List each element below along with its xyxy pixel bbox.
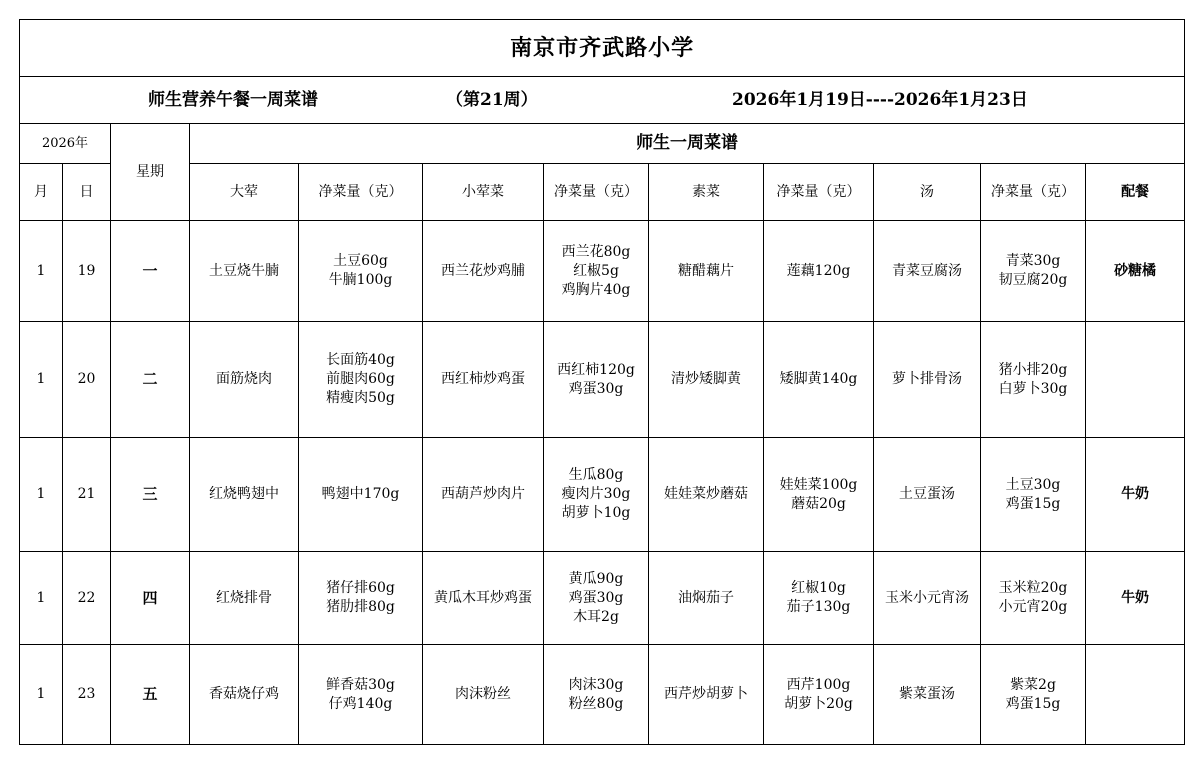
month-cell: 1 xyxy=(20,645,63,745)
qty-line: 猪小排20g xyxy=(998,361,1068,378)
soup-cell: 土豆蛋汤 xyxy=(874,438,981,552)
qty-line: 木耳2g xyxy=(573,608,619,625)
qty-line: 长面筋40g xyxy=(326,352,395,368)
col-header-veg: 素菜 xyxy=(649,164,764,221)
soup-qty-cell xyxy=(981,552,1086,645)
qty-line: 土豆30g xyxy=(1005,476,1061,493)
year-header: 2026年 xyxy=(20,124,111,164)
qty-line: 紫菜2g xyxy=(1010,676,1056,693)
table-row xyxy=(20,438,1185,552)
qty-line: 西红柿120g xyxy=(557,361,635,378)
qty-line: 西芹100g xyxy=(786,676,851,693)
weekday-header: 星期 xyxy=(111,124,190,221)
month-cell: 1 xyxy=(20,552,63,645)
side-cell xyxy=(1086,322,1185,438)
veg-qty-cell xyxy=(764,645,874,745)
side-cell: 牛奶 xyxy=(1086,438,1185,552)
veg-cell: 油焖茄子 xyxy=(649,552,764,645)
col-header-soup: 汤 xyxy=(874,164,981,221)
qty-line: 韧豆腐20g xyxy=(998,272,1068,288)
main-meat-cell: 土豆烧牛腩 xyxy=(190,221,299,322)
small-meat-qty-cell xyxy=(544,322,649,438)
main-meat-qty-cell xyxy=(299,552,423,645)
qty-line: 鸡蛋15g xyxy=(1005,695,1061,712)
small-meat-cell: 肉沫粉丝 xyxy=(423,645,544,745)
veg-qty-cell xyxy=(764,438,874,552)
weekday-cell: 一 xyxy=(111,221,190,322)
qty-line: 土豆60g xyxy=(333,253,388,269)
qty-line: 猪仔排60g xyxy=(326,580,395,596)
soup-qty-cell xyxy=(981,221,1086,322)
main-meat-qty-cell xyxy=(299,322,423,438)
qty-line: 精瘦肉50g xyxy=(326,390,395,406)
qty-line: 白萝卜30g xyxy=(998,380,1068,397)
main-meat-cell: 面筋烧肉 xyxy=(190,322,299,438)
qty-line: 胡萝卜10g xyxy=(561,505,631,521)
qty-line: 鸡蛋30g xyxy=(568,589,624,606)
main-meat-qty-cell xyxy=(299,438,423,552)
weekly-menu-header: 师生一周菜谱 xyxy=(190,124,1185,164)
small-meat-qty-cell xyxy=(544,552,649,645)
col-header-main-meat: 大荤 xyxy=(190,164,299,221)
qty-line: 粉丝80g xyxy=(568,695,624,712)
table-row xyxy=(20,552,1185,645)
weekly-menu-table xyxy=(19,19,1185,745)
month-cell: 1 xyxy=(20,322,63,438)
qty-line: 鸡蛋30g xyxy=(568,380,624,397)
soup-qty-cell xyxy=(981,322,1086,438)
day-cell: 23 xyxy=(63,645,111,745)
day-cell: 19 xyxy=(63,221,111,322)
main-meat-cell: 红烧排骨 xyxy=(190,552,299,645)
side-cell: 砂糖橘 xyxy=(1086,221,1185,322)
qty-line: 鸡蛋15g xyxy=(1005,495,1061,512)
col-header-main-meat-qty: 净菜量（克） xyxy=(299,164,423,221)
month-header: 月 xyxy=(20,164,63,221)
day-header: 日 xyxy=(63,164,111,221)
small-meat-cell: 西兰花炒鸡脯 xyxy=(423,221,544,322)
qty-line: 猪肋排80g xyxy=(326,599,395,615)
qty-line: 小元宵20g xyxy=(998,599,1068,615)
weekday-cell: 五 xyxy=(111,645,190,745)
day-cell: 20 xyxy=(63,322,111,438)
qty-line: 蘑菇20g xyxy=(791,495,846,512)
col-header-small-meat: 小荤菜 xyxy=(423,164,544,221)
day-cell: 21 xyxy=(63,438,111,552)
veg-qty-cell xyxy=(764,552,874,645)
table-row xyxy=(20,645,1185,745)
small-meat-qty-cell xyxy=(544,645,649,745)
qty-line: 鸭翅中170g xyxy=(321,486,400,502)
qty-line: 鲜香菇30g xyxy=(326,676,395,693)
small-meat-qty-cell xyxy=(544,221,649,322)
day-cell: 22 xyxy=(63,552,111,645)
menu-title: 师生营养午餐一周菜谱 xyxy=(148,90,318,110)
col-header-side: 配餐 xyxy=(1086,164,1185,221)
qty-line: 鸡胸片40g xyxy=(561,281,631,298)
subtitle-row xyxy=(20,77,1185,124)
soup-cell: 玉米小元宵汤 xyxy=(874,552,981,645)
side-cell: 牛奶 xyxy=(1086,552,1185,645)
veg-cell: 西芹炒胡萝卜 xyxy=(649,645,764,745)
veg-cell: 糖醋藕片 xyxy=(649,221,764,322)
soup-qty-cell xyxy=(981,438,1086,552)
qty-line: 青菜30g xyxy=(1005,253,1061,269)
small-meat-cell: 黄瓜木耳炒鸡蛋 xyxy=(423,552,544,645)
qty-line: 肉沫30g xyxy=(568,676,624,693)
soup-qty-cell xyxy=(981,645,1086,745)
qty-line: 胡萝卜20g xyxy=(784,695,853,712)
date-range: 2026年1月19日----2026年1月23日 xyxy=(732,90,1028,110)
small-meat-cell: 西葫芦炒肉片 xyxy=(423,438,544,552)
col-header-veg-qty: 净菜量（克） xyxy=(764,164,874,221)
col-header-small-meat-qty: 净菜量（克） xyxy=(544,164,649,221)
col-header-soup-qty: 净菜量（克） xyxy=(981,164,1086,221)
school-name: 南京市齐武路小学 xyxy=(20,20,1185,77)
qty-line: 生瓜80g xyxy=(568,467,624,483)
veg-cell: 娃娃菜炒蘑菇 xyxy=(649,438,764,552)
qty-line: 黄瓜90g xyxy=(568,570,624,587)
main-meat-cell: 红烧鸭翅中 xyxy=(190,438,299,552)
table-row xyxy=(20,221,1185,322)
qty-line: 茄子130g xyxy=(786,599,851,615)
veg-qty-cell xyxy=(764,322,874,438)
soup-cell: 紫菜蛋汤 xyxy=(874,645,981,745)
main-meat-qty-cell xyxy=(299,221,423,322)
qty-line: 红椒5g xyxy=(573,262,619,279)
weekday-cell: 四 xyxy=(111,552,190,645)
qty-line: 瘦肉片30g xyxy=(561,486,631,502)
qty-line: 莲藕120g xyxy=(786,262,851,279)
soup-cell: 萝卜排骨汤 xyxy=(874,322,981,438)
qty-line: 娃娃菜100g xyxy=(779,476,858,493)
qty-line: 玉米粒20g xyxy=(998,580,1068,596)
month-cell: 1 xyxy=(20,438,63,552)
main-meat-cell: 香菇烧仔鸡 xyxy=(190,645,299,745)
qty-line: 前腿肉60g xyxy=(326,371,395,387)
qty-line: 西兰花80g xyxy=(561,243,631,260)
side-cell xyxy=(1086,645,1185,745)
veg-qty-cell xyxy=(764,221,874,322)
weekday-cell: 二 xyxy=(111,322,190,438)
month-cell: 1 xyxy=(20,221,63,322)
week-number: （第21周） xyxy=(446,90,538,110)
soup-cell: 青菜豆腐汤 xyxy=(874,221,981,322)
table-row xyxy=(20,322,1185,438)
veg-cell: 清炒矮脚黄 xyxy=(649,322,764,438)
qty-line: 矮脚黄140g xyxy=(779,371,858,387)
weekday-cell: 三 xyxy=(111,438,190,552)
qty-line: 红椒10g xyxy=(791,580,846,596)
small-meat-qty-cell xyxy=(544,438,649,552)
qty-line: 牛腩100g xyxy=(328,272,393,288)
qty-line: 仔鸡140g xyxy=(328,695,393,712)
small-meat-cell: 西红柿炒鸡蛋 xyxy=(423,322,544,438)
main-meat-qty-cell xyxy=(299,645,423,745)
